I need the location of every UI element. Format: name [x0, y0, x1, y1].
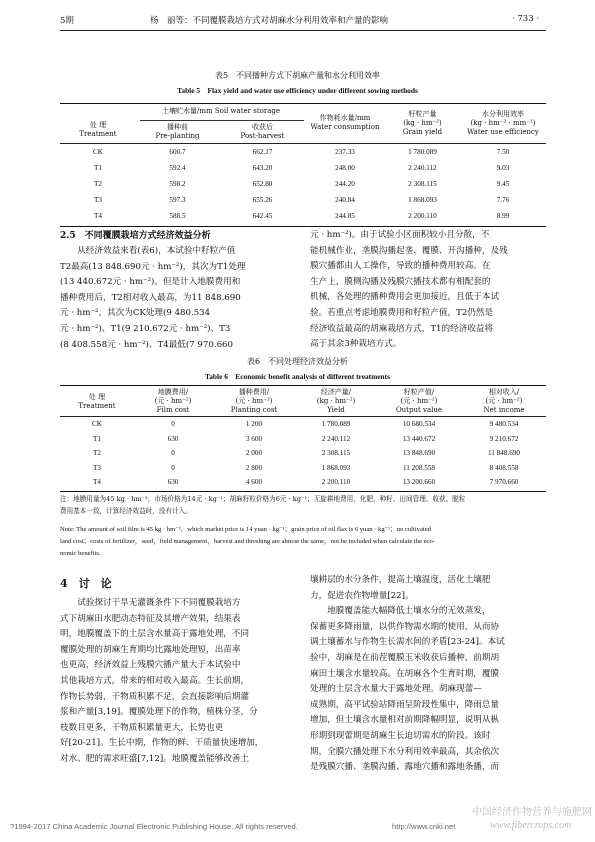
table6-cell: 630 — [167, 434, 179, 443]
copyright-line: ?1994-2017 China Academic Journal Electronic Publishing House. All rights reserved. — [10, 822, 298, 831]
table5-head-water: 作物耗水量/mm Water consumption — [310, 114, 380, 131]
text-line: 元 · hm⁻²，其次为CK处理(9 480.534 — [60, 308, 211, 319]
text-line: 是残膜穴播、垄膜沟播、露地穴播和露地条播，而 — [310, 762, 500, 773]
text-line: 成熟期，高平试验站降雨呈阶段性集中，降雨总量 — [310, 699, 500, 710]
table5-row-label: T3 — [94, 196, 102, 204]
table5-head-treatment: 处 理 Treatment — [79, 121, 117, 138]
text-line: 其他栽培方式，带来的相对收入最高。生长前期， — [60, 675, 250, 686]
table6-note-en: Note: The amount of soil film is 45 kg · hm⁻²，which market price is 14 yuan · kg⁻¹；grain price of oil flax is 6 yuan · kg⁻¹；no cultivated land cost；costs of fertilizer，seed，field management，harvest and threshing are almost the same，not be included when calculate the eco- nomic benefits. — [60, 526, 435, 558]
text-line: 处理的土层含水量大于露地处理。胡麻现蕾— — [310, 684, 482, 695]
table6-cell: 13 848.690 — [402, 449, 436, 457]
text-line: 播种费用后，T2相对收入最高，为11 848.690 — [60, 292, 241, 303]
text-line: 枝数目更多，干物质积累量更大，长势也更 — [60, 722, 224, 733]
table5-cell: 592.4 — [169, 164, 186, 172]
text-line: 浆和产量[3,19]。覆膜处理下的作物，植株分茎，分 — [60, 707, 258, 718]
table6-cell: 9 210.672 — [489, 434, 519, 443]
table6-cell: 0 — [171, 420, 175, 428]
table6-cell: 8 408.558 — [489, 463, 519, 472]
table5-top-rule — [60, 103, 546, 104]
text-line: 形期到现蕾期是胡麻生长迫切需水的阶段。该时 — [310, 730, 491, 741]
table6-caption-en: Table 6 Economic benefit analysis of different treatments — [204, 372, 391, 381]
text-line: 保蓄更多降雨量，以供作物需水期的使用，从而协 — [310, 621, 500, 632]
table5-head-soil: 土壤贮水量/mm Soil water storage — [161, 107, 281, 115]
table6-cell: 2 800 — [245, 463, 263, 472]
text-line: 对水、肥的需求旺盛[7,12]。地膜覆盖能够改善土 — [60, 753, 250, 764]
table5-cell: 1 780.089 — [408, 148, 437, 156]
section-4-right-column — [310, 573, 547, 776]
table6-header-cell: 播种费用/ (元 · hm⁻²) Planting cost — [230, 388, 278, 414]
table6-cell: 7 970.660 — [489, 478, 519, 486]
text-line: 覆膜处理的胡麻生育期均比露地处理短，出苗率 — [60, 644, 241, 655]
table6-cell: 1 868.093 — [321, 463, 351, 472]
section-2-5-right-column — [310, 228, 547, 353]
table5-head-post: 收获后 Post-harvest — [240, 123, 285, 140]
table6-cell: 2 240.112 — [321, 434, 351, 443]
section-2-5-left-column — [60, 244, 297, 353]
table5-cell: 2 240.112 — [408, 164, 437, 172]
table5-cell: 652.80 — [252, 180, 273, 188]
section-4-heading: 4 讨 论 — [60, 577, 112, 590]
text-line: T2最高(13 848.690元 · hm⁻²)，其次为T1处理 — [60, 261, 246, 272]
table6-cell: 2 200.110 — [321, 478, 351, 486]
table5-head-wue: 水分利用效率 (kg · hm⁻² · mm⁻¹) Water use efficiency — [467, 110, 539, 136]
text-line: 膜穴播都由人工操作，导致的播种费用较高。在 — [310, 261, 491, 272]
text-line: 试验探讨干旱无灌溉条件下不同覆膜栽培方 — [77, 598, 241, 608]
table6-row-label: T2 — [93, 449, 101, 457]
table5-cell: 248.00 — [335, 164, 355, 172]
table5-cell: 1 868.093 — [408, 196, 437, 204]
table5-row-label: T4 — [94, 212, 102, 220]
table5-cell: 244.20 — [335, 180, 355, 188]
text-line: 壤耕层的水分条件，提高土壤温度，活化土壤肥 — [310, 575, 491, 585]
cnki-url[interactable]: http://www.cnki.net — [392, 822, 456, 831]
table6-header-cell: 相对收入/ (元 · hm⁻²) Net income — [483, 388, 525, 414]
table6-cell: 1 200 — [245, 420, 263, 428]
text-line: 期，全膜穴播处理下水分利用效率最高，其余依次 — [310, 746, 500, 757]
text-line: 力，促进农作物增量[22]。 — [310, 590, 414, 601]
table5-cell: 600.7 — [169, 148, 186, 156]
table5-subhead-rule — [140, 120, 304, 121]
table6-note-cn: 注：地膜用量为45 kg · hm⁻²，市场价格为14元 · kg⁻¹；胡麻籽粒价格为6元 · kg⁻¹；无旋耕地费用，化肥、种籽、田间管理、收获、脱粒 费用基本一致，计算经济效益时，没有计入。 — [60, 495, 466, 516]
text-line: 元 · hm⁻²)。由于试验小区面积较小且分散，不 — [310, 230, 490, 240]
table6-cell: 0 — [171, 463, 175, 472]
table5-cell: 8.99 — [496, 212, 510, 220]
section-2-5-heading: 2.5 不同覆膜栽培方式经济效益分析 — [60, 231, 211, 241]
table6-row-label: T4 — [93, 478, 101, 486]
text-line: 地膜覆盖能大幅降低土壤水分的无效蒸发， — [327, 606, 491, 617]
table6-cell: 10 680.534 — [402, 420, 436, 428]
text-line: 明，地膜覆盖下的土层含水量高于露地处理，不同 — [60, 629, 250, 640]
table6-header-rule — [60, 416, 546, 417]
running-title: 杨 丽等：不同覆膜栽培方式对胡麻水分利用效率和产量的影响 — [150, 16, 389, 26]
table5-cell: 2 308.115 — [408, 180, 437, 188]
table5-cell: 7.76 — [496, 196, 510, 204]
table6-cell: 11 208.558 — [402, 463, 436, 472]
section-4-left-column — [60, 596, 297, 768]
text-line: 作物长势弱，干物质积累不足，会直接影响后期灌 — [60, 691, 250, 702]
issue-number: 5期 — [60, 16, 74, 26]
table6-row-label: T1 — [93, 434, 101, 443]
table5-cell: 9.45 — [496, 180, 510, 188]
text-line: 元 · hm⁻²)、T1(9 210.672元 · hm⁻²)、T3 — [60, 323, 231, 334]
table6-cell: 630 — [167, 478, 179, 486]
text-line: 生产上，膜侧沟播及残膜穴播技术都有相配套的 — [310, 276, 491, 287]
table6-row-label: T3 — [93, 463, 101, 472]
text-line: 增加，但土壤含水量相对前期降幅明显，说明从枞 — [310, 715, 500, 726]
table5-cell: 597.3 — [169, 196, 186, 204]
table5-head-pre: 播种前 Pre-planting — [155, 123, 200, 140]
header-rule — [60, 30, 546, 31]
table5-cell: 598.2 — [169, 180, 186, 188]
table6-cell: 11 848.690 — [487, 449, 521, 457]
table6-header-cell: 处 理 Treatment — [78, 393, 116, 410]
text-line: 能机械作业，垄膜沟播起垄、覆膜、开沟播种，及残 — [310, 245, 508, 256]
text-line: 经济收益最高的胡麻栽培方式，T1的经济收益将 — [310, 323, 494, 334]
text-line: (8 408.558元 · hm⁻²)、T4最低(7 970.660 — [60, 339, 233, 350]
table5-cell: 9.03 — [496, 164, 510, 172]
text-line: (13 440.672元 · hm⁻²)。但是计入地膜费用和 — [60, 277, 241, 288]
table5-row-label: T2 — [94, 180, 102, 188]
table5-head-yield: 籽粒产量 (kg · hm⁻²) Grain yield — [402, 110, 443, 136]
table5-caption-cn: 表5 不同播种方式下胡麻产量和水分利用效率 — [214, 71, 381, 80]
table5-caption-en: Table 5 Flax yield and water use efficiency under different sowing methods — [177, 86, 418, 95]
watermark-cn: 中国经济作物营养与施肥网 — [472, 807, 592, 818]
table5-cell: 237.33 — [335, 148, 355, 156]
page-number: · 733 · — [512, 14, 540, 24]
table5-cell: 244.85 — [335, 212, 355, 220]
text-line: 验中，胡麻是在前茬覆膜玉米收获后播种，前期胡 — [310, 652, 500, 663]
text-line: 机械，各处理的播种费用会更加接近，且低于本试 — [310, 292, 500, 303]
table5-cell: 240.84 — [335, 196, 355, 204]
table5-cell: 588.5 — [169, 212, 186, 220]
table6-cell: 2 308.115 — [321, 449, 351, 457]
table5-cell: 662.17 — [252, 148, 273, 156]
text-line: 式下胡麻田水肥动态特征及其增产效果，结果表 — [60, 613, 241, 624]
table6-cell: 4 600 — [245, 478, 263, 486]
table5-cell: 642.45 — [252, 212, 273, 220]
table5-cell: 7.50 — [496, 148, 510, 156]
table5-cell: 2 200.110 — [408, 212, 437, 220]
text-line: 验。若重点考虑地膜费用和籽粒产值，T2仍然是 — [310, 307, 494, 318]
table6-cell: 13 440.672 — [402, 434, 436, 443]
table6-caption-cn: 表6 不同处理经济效益分析 — [246, 357, 349, 366]
table6-header-cell: 籽粒产值/ (元 · hm⁻²) Output value — [395, 388, 443, 414]
table6-cell: 2 000 — [245, 449, 263, 457]
table6-cell: 3 600 — [245, 434, 263, 443]
watermark-url: www.fibercrops.com — [490, 820, 572, 831]
table6-header-cell: 经济产量/ (kg · hm⁻²) Yield — [316, 388, 356, 414]
table5-bottom-rule — [60, 226, 546, 227]
text-line: 也更高，经济效益上残膜穴播产量大于本试验中 — [60, 660, 241, 671]
table6-cell: 9 480.534 — [489, 420, 519, 428]
table5-row-label: CK — [93, 148, 103, 156]
text-line: 好[20-21]。生长中期，作物的鲜、干质量快速增加， — [60, 738, 264, 749]
text-line: 麻田土壤含水量较高。在胡麻各个生育时期，覆膜 — [310, 668, 500, 679]
text-line: 高于其余3种栽培方式。 — [310, 339, 402, 350]
table5-cell: 655.26 — [252, 196, 273, 204]
table6-bottom-rule — [60, 491, 546, 492]
text-line: 调土壤蓄水与作物生长需水间的矛盾[23-24]。本试 — [310, 637, 505, 648]
table5-row-label: T1 — [94, 164, 102, 172]
table6-header-cell: 地膜费用/ (元 · hm⁻²) Film cost — [154, 388, 192, 414]
table6-cell: 13 200.660 — [402, 478, 436, 486]
table6-cell: 0 — [171, 449, 175, 457]
table6-top-rule — [60, 385, 546, 386]
table5-cell: 643.20 — [252, 164, 273, 172]
text-line: 从经济效益来看(表6)，本试验中籽粒产值 — [77, 246, 236, 256]
table6-cell: 1 780.089 — [321, 420, 351, 428]
table5-header-rule — [60, 143, 546, 144]
table6-row-label: CK — [92, 420, 102, 428]
